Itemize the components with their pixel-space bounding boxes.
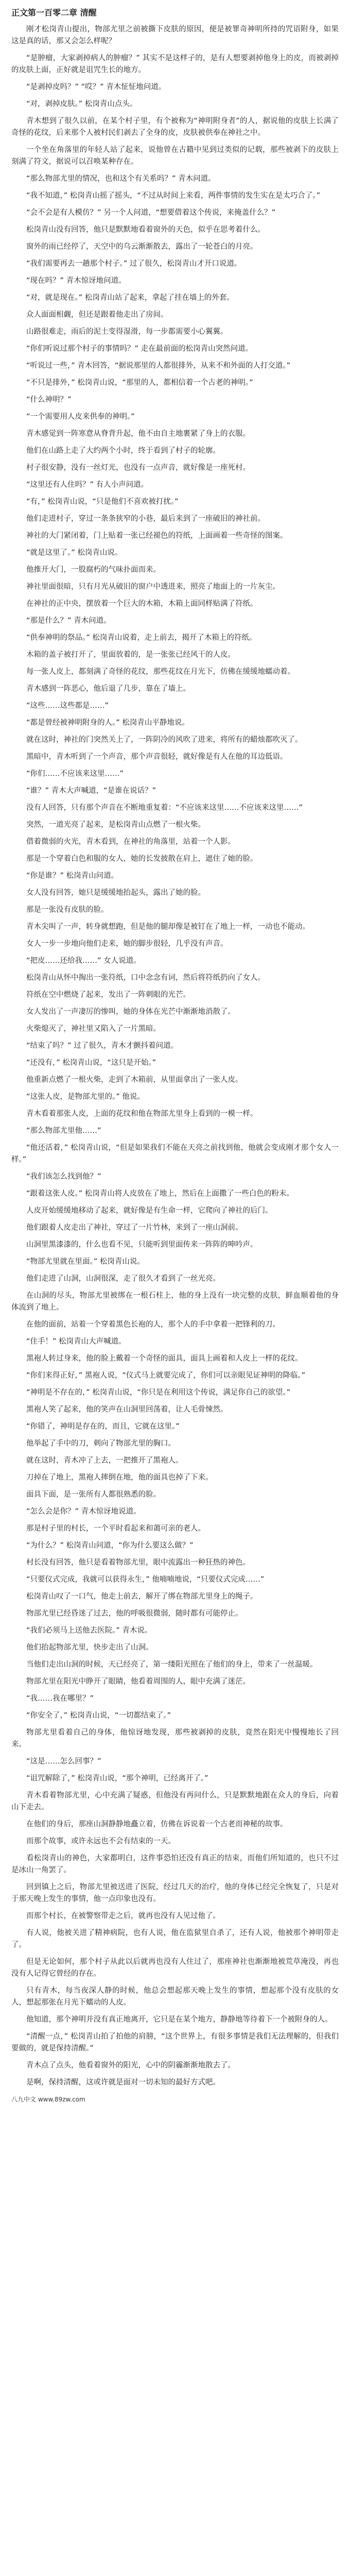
paragraph: “供奉神明的祭品。” 松岗青山说着，走上前去，揭开了木箱上的符纸。: [26, 634, 257, 642]
paragraph: “对，剥掉皮肤。” 松岗青山点头。: [26, 100, 137, 108]
paragraph: “那么物部尤里他……”: [26, 1127, 101, 1135]
paragraph: “还没有，” 松岗青山说，“这只是开始。”: [26, 1059, 156, 1067]
paragraph: 黑暗中，青木听到了一个声音，那个声音很轻，就好像是有人在他的耳边低语。: [26, 753, 288, 761]
paragraph: 在他们的身后，那座山洞静静地矗立着，仿佛在诉说着一个古老而神秘的故事。: [26, 1820, 288, 1828]
paragraph: 只有青木，每当夜深人静的时候，他总会想起那天晚上发生的事情，想起那个没有皮肤的女人，想起那张在月光下蠕动的人皮。: [11, 1987, 339, 2007]
paragraph: 那是村子里的村长，一个平时看起来和蔼可亲的老人。: [26, 1524, 205, 1533]
paragraph: “物部尤里就在里面。” 松岗青山说。: [26, 1258, 145, 1266]
paragraph: 在神社的正中央，摆放着一个巨大的木箱，木箱上面同样贴满了符纸。: [26, 600, 258, 608]
paragraph: “怎么会是你？” 青木惊讶地说道。: [26, 1507, 141, 1516]
paragraph: 他举起了手中的刀，刺向了物部尤里的胸口。: [26, 1439, 176, 1448]
paragraph: 物部尤里在阳光中睁开了眼睛，他看着周围的人，眼中充满了迷茫。: [26, 1677, 250, 1686]
paragraph: 那是一张没有皮肤的脸。: [26, 906, 109, 914]
chapter-title: 正文第一百零二章 清醒: [11, 8, 97, 18]
paragraph: 在山洞的尽头，物部尤里被绑在一根石柱上，他的身上没有一块完整的皮肤，鲜血顺着他的身体流到了地上。: [11, 1292, 339, 1312]
paragraph: 他们走进村子，穿过一条条狭窄的小巷，最后来到了一座破旧的神社前。: [26, 515, 265, 523]
paragraph: “你安全了，” 松岗青山说，“一切都结束了。”: [26, 1711, 171, 1720]
paragraph: “那么物部尤里的情况，也和这个有关系吗？” 青木问道。: [26, 175, 216, 183]
paragraph: “只要仪式完成，我就可以获得永生，” 他喃喃地说，“只要仪式完成……”: [26, 1575, 265, 1584]
paragraph: “是剥掉皮吗？” “哎？” 青木怔怔地问道。: [26, 83, 166, 91]
paragraph: 人皮开始缓缓地移动了起来，就好像是有生命一样，它爬向了神社的后门。: [26, 1207, 273, 1215]
paragraph: 借着微弱的火光，青木看到，在神社的角落里，站着一个人影。: [26, 838, 235, 846]
paragraph: 他们走进了山洞，山洞很深，走了很久才看到了一丝光亮。: [26, 1275, 220, 1283]
paragraph: “对，就是现在。” 松岗青山站了起来，拿起了挂在墙上的外套。: [26, 294, 234, 302]
paragraph: 看松岗青山的神色，大家都明白，这件事恐怕还没有真正的结束，而他们所知道的，也只不过是冰山一角罢了。: [11, 1854, 339, 1874]
chapter-body: [11, 24, 339, 2089]
paragraph: 就在这时，神社的门突然关上了，一阵阴冷的风吹了进来，将所有的蜡烛都吹灭了。: [26, 736, 303, 744]
paragraph: “你们……不应该来这里……”: [26, 770, 124, 778]
paragraph: 他们在山路上走了大约两个小时，终于看到了村子的轮廓。: [26, 447, 220, 455]
paragraph: 黑袍人笑了起来，他的笑声在山洞里回荡着，让人毛骨悚然。: [26, 1405, 228, 1414]
paragraph: 刀掉在了地上，黑袍人摔倒在地，他的面具也掉了下来。: [26, 1473, 213, 1482]
paragraph: “会不会是有人模仿？” 另一个人问道，“想要借着这个传说，来掩盖什么？”: [26, 209, 276, 217]
paragraph: 青木看着物部尤里，心中充满了疑惑，但他没有再问什么，只是默默地跟在众人的身后，向着山下走去。: [11, 1791, 339, 1811]
paragraph: 而那个故事，或许永远也不会有结束的一天。: [26, 1837, 176, 1845]
paragraph: 村长没有回答，他只是看着物部尤里，眼中流露出一种狂热的神色。: [26, 1558, 250, 1567]
paragraph: 山路很难走，雨后的泥土变得湿滑，每一步都需要小心翼翼。: [26, 328, 228, 336]
paragraph: 火柴熄灭了，神社里又陷入了一片黑暗。: [26, 1025, 161, 1033]
paragraph: 他推开大门，一股腐朽的气味扑面而来。: [26, 566, 161, 574]
paragraph: “就是这里了。” 松岗青山说。: [26, 549, 122, 557]
paragraph: 松岗青山从怀中掏出一张符纸，口中念念有词，然后将符纸扔向了女人。: [26, 974, 265, 982]
paragraph: 青木想到了很久以前，在某个村子里，有个被称为“神明附身者”的人，据说他的皮肤上长满了奇怪的花纹，后来那个人被村民们剥去了全身的皮，皮肤被供奉在神社之中。: [11, 117, 339, 137]
paragraph: 突然，一道光亮了起来，是松岗青山点燃了一根火柴。: [26, 821, 205, 829]
paragraph: “这张人皮，是物部尤里的。” 他说。: [26, 1093, 145, 1101]
paragraph: 当他们走出山洞的时候，天已经亮了，第一缕阳光照在了他们的身上，带来了一丝温暖。: [26, 1660, 318, 1669]
paragraph: 木箱的盖子被打开了，里面放着的，是一张张已经风干的人皮。: [26, 651, 235, 659]
paragraph: 他重新点燃了一根火柴，走到了木箱前，从里面拿出了一张人皮。: [26, 1076, 243, 1084]
paragraph: “都是曾经被神明附身的人。” 松岗青山平静地说。: [26, 719, 189, 727]
paragraph: 青木感到一阵恶心，他后退了几步，靠在了墙上。: [26, 685, 190, 693]
paragraph: “诅咒解除了，” 松岗青山说，“那个神明，已经离开了。”: [26, 1774, 208, 1783]
paragraph: 是啊，保持清醒，这或许就是面对一切未知的最好方式吧。: [26, 2078, 220, 2087]
paragraph: “你是谁？” 松岗青山问道。: [26, 872, 119, 880]
paragraph: “这是……怎么回事？”: [26, 1757, 101, 1766]
site-watermark: 八九中文 www.89zw.com: [11, 2096, 85, 2103]
paragraph: 而那个村长，在被警察带走之后，就再也没有人见过他了。: [26, 1912, 220, 1920]
paragraph: 女人发出了一声凄厉的惨叫，她的身体在光芒中渐渐地消散了。: [26, 1008, 235, 1016]
paragraph: “神明是不存在的，” 松岗青山说，“你只是在利用这个传说，满足你自己的欲望。”: [26, 1388, 291, 1397]
paragraph: 就在这时，青木冲了上去，一把推开了黑袍人。: [26, 1456, 183, 1465]
paragraph: “我们必须马上送他去医院。” 青木说。: [26, 1626, 152, 1635]
paragraph: “这里还有人住吗？” 有人小声问道。: [26, 481, 149, 489]
paragraph: 女人没有回答，她只是缓缓地抬起头，露出了她的脸。: [26, 889, 205, 897]
paragraph: 他们抬起物部尤里，快步走出了山洞。: [26, 1643, 153, 1652]
paragraph: “我们该怎么找到他？”: [26, 1173, 101, 1181]
paragraph: 青木点了点头，他看着窗外的阳光，心中的阴霾渐渐地散去了。: [26, 2061, 235, 2070]
paragraph: “那是什么？” 青木问道。: [26, 617, 111, 625]
paragraph: “他还活着，” 松岗青山说，“但是如果我们不能在天亮之前找到他，他就会变成刚才那个女人一样。”: [11, 1144, 339, 1164]
paragraph: 神社里面很暗，只有月光从破旧的窗户中透进来，照亮了地面上的一片灰尘。: [26, 583, 280, 591]
paragraph: “是肿瘤，大家剥掉病人的肿瘤？” 其实不是这样子的，是有人想要剥掉他身上的皮，而被剥掉的皮肤上面，正好就是诅咒生长的地方。: [11, 54, 339, 74]
paragraph: 物部尤里已经昏迷了过去，他的呼吸很微弱，随时都有可能停止。: [26, 1609, 243, 1618]
paragraph: 一个坐在角落里的年轻人站了起来，说他曾在古籍中见到过类似的记载，那些被剥下的皮肤上刻满了符文，据说可以召唤某种存在。: [11, 146, 339, 166]
paragraph: “你们来得正好，” 黑袍人说，“仪式马上就要完成了，你们可以亲眼见证神明的降临。”: [26, 1371, 306, 1380]
paragraph: 松岗青山没有回答，他只是默默地看着窗外的天色，似乎在思考着什么。: [26, 226, 265, 234]
paragraph: “把皮……还给我……” 女人说道。: [26, 957, 141, 965]
paragraph: “为什么？” 松岗青山问道，“你为什么要这么做？”: [26, 1541, 194, 1550]
paragraph: 符纸在空中燃烧了起来，发出了一阵刺眼的光芒。: [26, 991, 190, 999]
paragraph: “结束了吗？” 过了很久，青木才颤抖着问道。: [26, 1042, 179, 1050]
paragraph: 在他的面前，站着一个穿着黑色长袍的人，那个人的手中拿着一把锋利的刀。: [26, 1320, 280, 1329]
paragraph: 松岗青山叹了一口气，他走上前去，解开了绑在物部尤里身上的绳子。: [26, 1592, 258, 1601]
paragraph: “听说过一些，” 青木回答，“据说那里的人都很排外，从来不和外面的人打交道。”: [26, 362, 291, 370]
paragraph: 众人面面相觑，但还是跟着他走出了房间。: [26, 311, 168, 319]
paragraph: “有，” 松岗青山说，“只是他们不喜欢被打扰。”: [26, 498, 179, 506]
paragraph: 他们跟着人皮走出了神社，穿过了一片竹林，来到了一座山洞前。: [26, 1224, 243, 1232]
paragraph: “什么神明？”: [26, 396, 72, 404]
paragraph: “我……我在哪里？”: [26, 1694, 94, 1703]
paragraph: “现在吗？” 青木惊讶地问道。: [26, 277, 126, 285]
paragraph: “我不知道，” 松岗青山摇了摇头，“不过从时间上来看，两件事情的发生实在是太巧合了。”: [26, 192, 321, 200]
paragraph: “一个需要用人皮来供奉的神明。”: [26, 413, 135, 421]
paragraph: 青木看着那张人皮，上面的花纹和他在物部尤里身上看到的一模一样。: [26, 1110, 258, 1118]
paragraph: “不只是排外，” 松岗青山说，“那里的人，都相信着一个古老的神明。”: [26, 379, 253, 387]
paragraph: “谁？” 青木大声喊道，“是谁在说话？”: [26, 787, 156, 795]
paragraph: 那是一个穿着白色和服的女人，她的长发披散在肩上，遮住了她的脸。: [26, 855, 258, 863]
paragraph: 每一张人皮上，都刻满了奇怪的花纹，那些花纹在月光下，仿佛在缓缓地蠕动着。: [26, 668, 295, 676]
paragraph: 回到镇上之后，物部尤里被送进了医院，经过几天的治疗，他的身体已经完全恢复了，只是对于那天晚上发生的事情，他一点印象也没有。: [11, 1883, 339, 1903]
paragraph: 村子很安静，没有一丝灯光，也没有一点声音，就好像是一座死村。: [26, 464, 250, 472]
paragraph: 山洞里黑漆漆的，什么也看不见，只能听到里面传来一阵阵的呻吟声。: [26, 1241, 258, 1249]
paragraph: 青木尖叫了一声，转身就想跑，但是他的腿却像是被钉在了地上一样，一动也不能动。: [26, 923, 310, 931]
paragraph: 刚才松岗青山提出，物部尤里之前被撕下皮肤的原因，便是被罪奇神明所持的咒语附身，如果这是真的话，那又会怎么样呢？: [11, 25, 339, 45]
paragraph: 他知道，那个神明并没有真正地离开，它只是在某个地方，静静地等待着下一个被附身的人。: [26, 2015, 332, 2024]
paragraph: 有人说，他被关进了精神病院，也有人说，他在监狱里自杀了，还有人说，他被那个神明带走了。: [11, 1929, 339, 1949]
paragraph: 面具下面，是一张所有人都很熟悉的脸。: [26, 1490, 161, 1499]
paragraph: 神社的大门紧闭着，门上贴着一张已经褪色的符纸，上面画着一些奇怪的图案。: [26, 532, 288, 540]
paragraph: 但是无论如何，那个村子从此以后就再也没有人住过了，那座神社也渐渐地被荒草淹没，再也没有人记得它曾经的存在。: [11, 1958, 339, 1978]
paragraph: “你们听说过那个村子的事情吗？” 走在最前面的松岗青山突然问道。: [26, 345, 253, 353]
paragraph: 黑袍人转过身来，他的脸上戴着一个奇怪的面具，面具上画着和人皮上一样的花纹。: [26, 1354, 303, 1363]
paragraph: “这些……这些都是……”: [26, 702, 109, 710]
paragraph: 物部尤里看着自己的身体，他惊讶地发现，那些被剥掉的皮肤，竟然在阳光中慢慢地长了回来。: [11, 1728, 339, 1749]
paragraph: “你错了，神明是存在的，而且，它就在这里。”: [26, 1422, 180, 1431]
paragraph: “清醒一点，” 松岗青山拍了拍他的肩膀，“这个世界上，有很多事情是我们无法理解的，但我们要做的，就是保持清醒。”: [11, 2032, 339, 2053]
paragraph: 青木感觉到一阵寒意从脊背升起，他不由自主地裹紧了身上的衣服。: [26, 430, 250, 438]
paragraph: 女人一步一步地向他们走来，她的脚步很轻，几乎没有声音。: [26, 940, 228, 948]
paragraph: “跟着这张人皮。” 松岗青山将人皮放在了地上，然后在上面撒了一些白色的粉末。: [26, 1190, 294, 1198]
paragraph: 窗外的雨已经停了，天空中的乌云渐渐散去，露出了一轮苍白的月亮。: [26, 243, 258, 251]
paragraph: 没有人回答，只有那个声音在不断地重复着：“不应该来这里……不应该来这里……”: [26, 804, 303, 812]
paragraph: “我们需要再去一趟那个村子。” 过了很久，松岗青山才开口说道。: [26, 260, 242, 268]
paragraph: “住手！” 松岗青山大声喊道。: [26, 1337, 126, 1346]
